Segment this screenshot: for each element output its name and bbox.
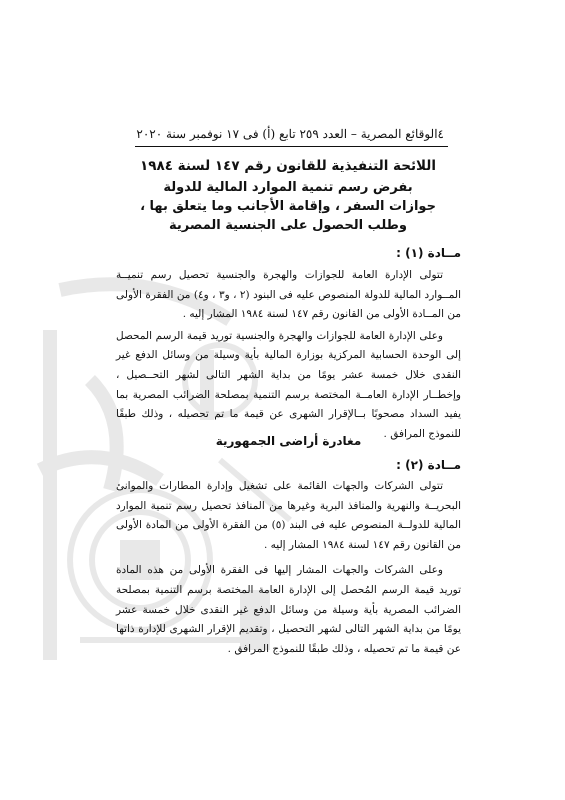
page-header: [136, 126, 444, 142]
article-2-paragraph-1: تتولى الشركات والجهات القائمة على تشغيل وإدارة المطارات والموانئ البحريــة والنهرية والمنافذ البرية وغيرها من المنافذ تحصيل رسم تنمية الموارد المالية للدولــة المنصوص عليه فى البند (٥) من الفقرة الأولى من المادة الأولى من القانون رقم ١٤٧ لسنة ١٩٨٤ المشار إليه .: [116, 480, 461, 551]
article-1-heading: مــادة (١) :: [396, 246, 461, 260]
title-line-3: جوازات السفر ، وإقامة الأجانب وما يتعلق بها ،: [140, 199, 436, 214]
gazette-title: الوقائع المصرية – العدد ٢٥٩ تابع (أ) فى ١٧ نوفمبر سنة ٢٠٢٠: [136, 127, 438, 141]
article-1-paragraph-1: تتولى الإدارة العامة للجوازات والهجرة والجنسية تحصيل رسم تنميــة المــوارد المالية للدولة المنصوص عليه فى البنود (٢ ، و٣ ، و٤) من الفقرة الأولى من المــادة الأولى من القانون رقم ١٤٧ لسنة ١٩٨٤ المشار إليه .: [116, 269, 461, 321]
title-line-4: وطلب الحصول على الجنسية المصرية: [169, 218, 407, 233]
header-divider: [135, 146, 448, 147]
page-number: ٤: [437, 127, 444, 141]
article-2-heading: مــادة (٢) :: [396, 458, 461, 472]
article-1: [116, 245, 461, 444]
regulation-title: [118, 157, 458, 235]
article-1-paragraph-2: وعلى الإدارة العامة للجوازات والهجرة والجنسية توريد قيمة الرسم المحصل إلى الوحدة الحسابية المركزية بوزارة المالية بأية وسيلة من وسائل الدفع غير النقدى خلال خمسة عشر يومًا من بداية الشهر التالى لشهر التحــصيل ، وإخطــار الإدارة العامــة المختصة برسم التنمية بمصلحة الضرائب المصرية بما يفيد السداد مصحوبًا بــالإقرار الشهرى عن قيمة ما تم تحصيله ، وذلك طبقًا للنموذج المرافق .: [116, 329, 461, 440]
title-line-1: اللائحة التنفيذية للقانون رقم ١٤٧ لسنة ١٩٨٤: [140, 158, 436, 174]
article-2-paragraph-2: وعلى الشركات والجهات المشار إليها فى الفقرة الأولى من هذه المادة توريد قيمة الرسم المُحصل إلى الإدارة العامة المختصة برسم التنمية بمصلحة الضرائب المصرية بأية وسيلة من وسائل الدفع غير النقدى خلال خمسة عشر يومًا من بداية الشهر التالى لشهر التحصيل ، وتقديم الإقرار الشهرى للإدارة ذاتها عن قيمة ما تم تحصيله ، وذلك طبقًا للنموذج المرافق .: [116, 564, 461, 655]
article-2: [116, 457, 461, 659]
title-line-2: بفرض رسم تنمية الموارد المالية للدولة: [163, 180, 413, 195]
section-heading: مغادرة أراضى الجمهورية: [215, 434, 362, 448]
